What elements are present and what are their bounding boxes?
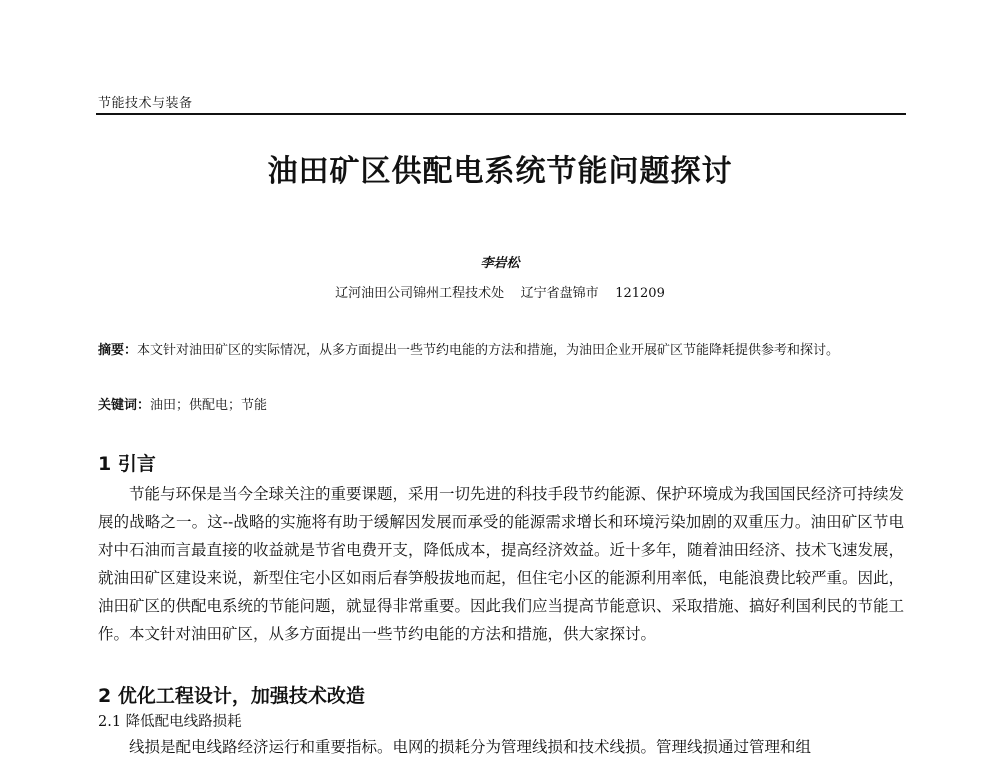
keywords [98, 396, 904, 416]
author-affiliation: 辽河油田公司锦州工程技术处 辽宁省盘锦市 121209 [335, 286, 665, 301]
subsection-heading-line-loss: 2.1 降低配电线路损耗 [98, 714, 242, 730]
keywords-label: 关键词： [98, 398, 151, 413]
introduction-paragraph: 节能与环保是当今全球关注的重要课题，采用一切先进的科技手段节约能源、保护环境成为我国国民经济可持续发展的战略之一。这--战略的实施将有助于缓解因发展而承受的能源需求增长和环境污染加剧的双重压力。油田矿区节电对中石油而言最直接的收益就是节省电费开支，降低成本，提高经济效益。近十多年，随着油田经济、技术飞速发展，就油田矿区建设来说，新型住宅小区如雨后春笋般拔地而起，但住宅小区的能源利用率低，电能浪费比较严重。因此，油田矿区的供配电系统的节能问题，就显得非常重要。因此我们应当提高节能意识、采取措施、搞好利国利民的节能工作。本文针对油田矿区，从多方面提出一些节约电能的方法和措施，供大家探讨。 [98, 485, 905, 643]
line-loss-paragraph: 线损是配电线路经济运行和重要指标。电网的损耗分为管理线损和技术线损。管理线损通过管理和组 [129, 738, 812, 756]
section-heading-optimization: 2 优化工程设计，加强技术改造 [98, 685, 365, 707]
header-rule [96, 113, 906, 115]
section-heading-introduction: 1 引言 [98, 453, 156, 475]
abstract-text: 本文针对油田矿区的实际情况，从多方面提出一些节约电能的方法和措施，为油田企业开展矿区节能降耗提供参考和探讨。 [137, 343, 840, 358]
running-header: 节能技术与装备 [98, 96, 193, 111]
article-title: 油田矿区供配电系统节能问题探讨 [267, 154, 733, 189]
abstract [98, 339, 904, 363]
keywords-text: 油田；供配电；节能 [150, 398, 268, 413]
author-name: 李岩松 [480, 256, 520, 271]
abstract-label: 摘要： [98, 343, 138, 358]
